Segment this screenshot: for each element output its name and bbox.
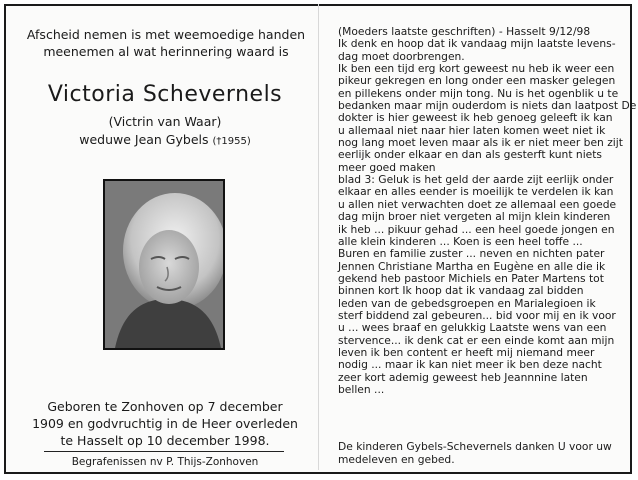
text-line: Buren en familie zuster ... neven en nichten pater bbox=[338, 247, 605, 261]
text-line: bellen ... bbox=[338, 382, 385, 396]
deceased-name: Victoria Schevernels bbox=[47, 82, 283, 107]
text-line: nodig ... maar ik kan niet meer ik ben deze nacht bbox=[338, 358, 602, 372]
text-line: Ik denk en hoop dat ik vandaag mijn laatste levens- bbox=[338, 37, 616, 51]
text-line: sterf biddend zal gebeuren... bid voor mij en ik voor bbox=[338, 308, 616, 322]
divider bbox=[44, 451, 284, 452]
last-writings bbox=[338, 25, 637, 396]
intro-line: meenemen al wat herinnering waard is bbox=[43, 44, 289, 59]
text-line: dag mijn broer niet vergeten al mijn klein kinderen bbox=[338, 210, 611, 224]
text-line: zeer kort ademig geweest heb Jeannnine laten bbox=[338, 370, 588, 384]
birth-death-text bbox=[16, 398, 314, 449]
closing-thanks bbox=[338, 440, 628, 466]
closing-line: De kinderen Gybels-Schevernels danken U voor uw bbox=[338, 440, 612, 453]
text-line: nog lang moet leven maar als ik er niet meer ben zijt bbox=[338, 136, 623, 150]
birth-line: Geboren te Zonhoven op 7 december bbox=[47, 399, 283, 414]
text-line: ik heb ... pikuur gehad ... een heel goede jongen en bbox=[338, 222, 615, 236]
funeral-home: Begrafenissen nv P. Thijs-Zonhoven bbox=[71, 456, 259, 468]
text-line: en pillekens onder mijn tong. Nu is het ogenblik u te bbox=[338, 86, 619, 100]
portrait-photo bbox=[103, 179, 225, 350]
text-line: blad 3: Geluk is het geld der aarde zijt eerlijk onder bbox=[338, 173, 614, 187]
text-line: bedanken maar mijn ouderdom is niets dan laatpost De bbox=[338, 99, 637, 113]
card-right-panel bbox=[338, 6, 637, 476]
text-line: leven ik ben content er heeft mij niemand meer bbox=[338, 345, 595, 359]
text-line: u allen niet verwachten doet ze allemaal een goede bbox=[338, 197, 617, 211]
text-line: pikeur gekregen en long onder een masker gelegen bbox=[338, 74, 616, 88]
birth-line: te Hasselt op 10 december 1998. bbox=[60, 433, 270, 448]
text-line: elkaar en alles eender is moeilijk te verdelen ik kan bbox=[338, 185, 614, 199]
text-line: meer goed maken bbox=[338, 160, 436, 174]
widow-text: weduwe Jean Gybels bbox=[79, 132, 209, 147]
card-left-panel bbox=[6, 6, 324, 476]
card-fold-line bbox=[318, 4, 319, 470]
text-line: binnen kort Ik hoop dat ik vandaag zal bidden bbox=[338, 284, 584, 298]
text-line: dokter is hier geweest ik heb genoeg geleeft ik kan bbox=[338, 111, 613, 125]
intro-verse bbox=[16, 26, 316, 60]
text-line: gekend heb pastoor Michiels en Pater Martens tot bbox=[338, 271, 604, 285]
text-line: alle klein kinderen ... Koen is een heel toffe ... bbox=[338, 234, 583, 248]
intro-line: Afscheid nemen is met weemoedige handen bbox=[26, 27, 306, 42]
text-line: eerlijk onder elkaar en dan als gesterft kunt niets bbox=[338, 148, 602, 162]
text-line: Ik ben een tijd erg kort geweest nu heb ik weer een bbox=[338, 62, 615, 76]
text-line: leden van de gebedsgroepen en Marialegioen ik bbox=[338, 296, 596, 310]
deceased-alias: (Victrin van Waar) bbox=[108, 114, 222, 129]
widow-year: (†1955) bbox=[212, 136, 251, 147]
birth-line: 1909 en godvruchtig in de Heer overleden bbox=[32, 416, 298, 431]
text-line: u allemaal niet naar hier laten komen weet niet ik bbox=[338, 123, 606, 137]
text-line: Jennen Christiane Martha en Eugène en alle die ik bbox=[338, 259, 606, 273]
text-line: dag moet doorbrengen. bbox=[338, 49, 465, 63]
text-line: u ... wees braaf en gelukkig Laatste wens van een bbox=[338, 321, 607, 335]
text-line: (Moeders laatste geschriften) - Hasselt 9/12/98 bbox=[338, 25, 591, 38]
closing-line: medeleven en gebed. bbox=[338, 453, 455, 466]
text-line: stervence... ik denk cat er een einde komt aan mijn bbox=[338, 333, 615, 347]
widow-of bbox=[6, 132, 324, 147]
